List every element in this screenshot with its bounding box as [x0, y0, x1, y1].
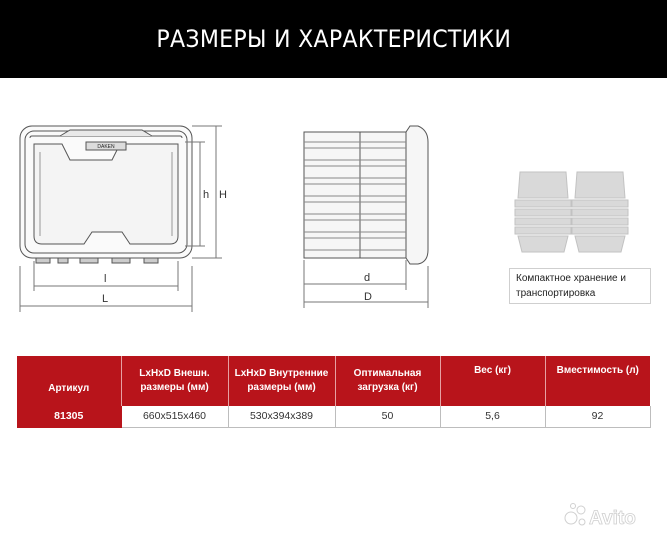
cell-capacity: 92 — [545, 406, 650, 427]
brand-logo: DAKEN — [97, 144, 115, 150]
avito-wordmark: Avito — [589, 508, 636, 529]
dim-label-L: L — [102, 293, 109, 305]
dim-label-d: d — [364, 272, 371, 284]
dim-label-l: l — [104, 273, 107, 285]
avito-watermark — [562, 500, 658, 530]
dim-label-h: h — [203, 189, 210, 201]
header-capacity: Вместимость (л) — [545, 356, 650, 406]
table-row — [17, 406, 650, 427]
dim-label-H: H — [219, 189, 227, 201]
avito-logo-icon — [565, 504, 585, 526]
front-view-drawing — [20, 126, 222, 312]
header-weight: Вес (кг) — [440, 356, 545, 406]
title-banner — [0, 0, 667, 78]
stack-left — [515, 172, 571, 252]
stack-right — [572, 172, 628, 252]
header-load: Оптимальная загрузка (кг) — [335, 356, 440, 406]
cell-outer-size: 660x515x460 — [121, 406, 228, 427]
stacking-caption: Компактное хранение и транспортировка — [509, 268, 651, 304]
cell-load: 50 — [335, 406, 440, 427]
stacked-boxes-illustration — [515, 172, 628, 252]
header-inner-size: LxHxD Внутренние размеры (мм) — [228, 356, 335, 406]
cell-sku: 81305 — [17, 406, 121, 427]
cell-inner-size: 530x394x389 — [228, 406, 335, 427]
specifications-table — [17, 356, 651, 428]
header-outer-size: LxHxD Внешн. размеры (мм) — [121, 356, 228, 406]
cell-weight: 5,6 — [440, 406, 545, 427]
table-header-row — [17, 356, 650, 406]
dim-label-D: D — [364, 291, 372, 303]
page-title: РАЗМЕРЫ И ХАРАКТЕРИСТИКИ — [156, 25, 511, 53]
header-sku: Артикул — [17, 356, 121, 406]
